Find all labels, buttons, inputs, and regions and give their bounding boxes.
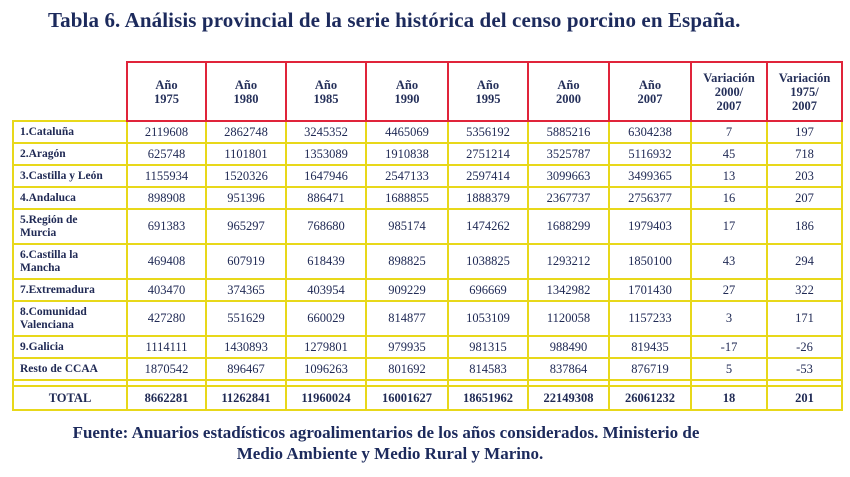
- total-label: TOTAL: [13, 386, 127, 410]
- value-cell: 981315: [448, 336, 528, 358]
- table-row: [13, 187, 842, 209]
- value-cell: 2597414: [448, 165, 528, 187]
- value-cell: 1101801: [206, 143, 286, 165]
- header-row: [13, 62, 842, 121]
- province-cell: 7.Extremadura: [13, 279, 127, 301]
- value-cell: 1293212: [528, 244, 609, 279]
- value-cell: 1279801: [286, 336, 366, 358]
- value-cell: 2862748: [206, 121, 286, 143]
- value-cell: 898825: [366, 244, 448, 279]
- value-cell: 801692: [366, 358, 448, 380]
- source-line-2: Medio Ambiente y Medio Rural y Marino.: [236, 444, 544, 463]
- value-cell: 5116932: [609, 143, 691, 165]
- value-cell: 1888379: [448, 187, 528, 209]
- value-cell: 13: [691, 165, 767, 187]
- table-row: [13, 358, 842, 380]
- value-cell: 1688299: [528, 209, 609, 244]
- value-cell: 965297: [206, 209, 286, 244]
- total-value-cell: 26061232: [609, 386, 691, 410]
- pig-census-table: [12, 61, 843, 411]
- value-cell: -53: [767, 358, 842, 380]
- value-cell: 1979403: [609, 209, 691, 244]
- value-cell: 696669: [448, 279, 528, 301]
- header-cell: Año 2007: [609, 62, 691, 121]
- total-row: [13, 386, 842, 410]
- value-cell: 5356192: [448, 121, 528, 143]
- value-cell: 985174: [366, 209, 448, 244]
- value-cell: 16: [691, 187, 767, 209]
- value-cell: 618439: [286, 244, 366, 279]
- value-cell: 3499365: [609, 165, 691, 187]
- value-cell: 691383: [127, 209, 206, 244]
- value-cell: 2751214: [448, 143, 528, 165]
- value-cell: 1038825: [448, 244, 528, 279]
- value-cell: 1342982: [528, 279, 609, 301]
- value-cell: 819435: [609, 336, 691, 358]
- table-row: [13, 143, 842, 165]
- value-cell: 403470: [127, 279, 206, 301]
- value-cell: 1701430: [609, 279, 691, 301]
- value-cell: 876719: [609, 358, 691, 380]
- value-cell: 898908: [127, 187, 206, 209]
- value-cell: 718: [767, 143, 842, 165]
- table-row: [13, 244, 842, 279]
- value-cell: 1910838: [366, 143, 448, 165]
- province-cell: 5.Región de Murcia: [13, 209, 127, 244]
- value-cell: 1870542: [127, 358, 206, 380]
- value-cell: 2119608: [127, 121, 206, 143]
- total-value-cell: 22149308: [528, 386, 609, 410]
- value-cell: 988490: [528, 336, 609, 358]
- province-cell: 3.Castilla y León: [13, 165, 127, 187]
- value-cell: 551629: [206, 301, 286, 336]
- total-value-cell: 16001627: [366, 386, 448, 410]
- value-cell: 5: [691, 358, 767, 380]
- header-cell: Año 1980: [206, 62, 286, 121]
- header-cell: Año 1995: [448, 62, 528, 121]
- province-cell: 6.Castilla la Mancha: [13, 244, 127, 279]
- value-cell: 837864: [528, 358, 609, 380]
- value-cell: 1520326: [206, 165, 286, 187]
- value-cell: 660029: [286, 301, 366, 336]
- value-cell: 979935: [366, 336, 448, 358]
- header-cell: Año 2000: [528, 62, 609, 121]
- value-cell: 768680: [286, 209, 366, 244]
- value-cell: 3: [691, 301, 767, 336]
- value-cell: 3525787: [528, 143, 609, 165]
- value-cell: 909229: [366, 279, 448, 301]
- value-cell: 322: [767, 279, 842, 301]
- value-cell: 294: [767, 244, 842, 279]
- value-cell: 43: [691, 244, 767, 279]
- value-cell: 886471: [286, 187, 366, 209]
- province-cell: Resto de CCAA: [13, 358, 127, 380]
- value-cell: 5885216: [528, 121, 609, 143]
- value-cell: 1688855: [366, 187, 448, 209]
- value-cell: 374365: [206, 279, 286, 301]
- value-cell: 1114111: [127, 336, 206, 358]
- table-row: [13, 279, 842, 301]
- value-cell: -17: [691, 336, 767, 358]
- value-cell: 3245352: [286, 121, 366, 143]
- header-cell: Año 1975: [127, 62, 206, 121]
- value-cell: 1850100: [609, 244, 691, 279]
- value-cell: 469408: [127, 244, 206, 279]
- header-cell: Variación 1975/ 2007: [767, 62, 842, 121]
- value-cell: 814877: [366, 301, 448, 336]
- header-cell: Año 1985: [286, 62, 366, 121]
- value-cell: 171: [767, 301, 842, 336]
- value-cell: 607919: [206, 244, 286, 279]
- value-cell: 17: [691, 209, 767, 244]
- value-cell: 207: [767, 187, 842, 209]
- value-cell: 1096263: [286, 358, 366, 380]
- province-cell: 9.Galicia: [13, 336, 127, 358]
- value-cell: 896467: [206, 358, 286, 380]
- value-cell: 1120058: [528, 301, 609, 336]
- table-row: [13, 301, 842, 336]
- source-note: [0, 422, 760, 464]
- value-cell: 1155934: [127, 165, 206, 187]
- value-cell: 45: [691, 143, 767, 165]
- header-corner: [13, 62, 127, 121]
- header-cell: Año 1990: [366, 62, 448, 121]
- total-value-cell: 11960024: [286, 386, 366, 410]
- header-cell: Variación 2000/ 2007: [691, 62, 767, 121]
- value-cell: 1353089: [286, 143, 366, 165]
- table-row: [13, 209, 842, 244]
- province-cell: 4.Andaluca: [13, 187, 127, 209]
- value-cell: 2756377: [609, 187, 691, 209]
- value-cell: 4465069: [366, 121, 448, 143]
- value-cell: 27: [691, 279, 767, 301]
- total-value-cell: 8662281: [127, 386, 206, 410]
- value-cell: 1430893: [206, 336, 286, 358]
- province-cell: 2.Aragón: [13, 143, 127, 165]
- total-value-cell: 18: [691, 386, 767, 410]
- total-value-cell: 18651962: [448, 386, 528, 410]
- value-cell: 7: [691, 121, 767, 143]
- value-cell: 1474262: [448, 209, 528, 244]
- value-cell: 1647946: [286, 165, 366, 187]
- value-cell: 951396: [206, 187, 286, 209]
- value-cell: 814583: [448, 358, 528, 380]
- value-cell: 3099663: [528, 165, 609, 187]
- table-row: [13, 165, 842, 187]
- value-cell: 403954: [286, 279, 366, 301]
- value-cell: 186: [767, 209, 842, 244]
- value-cell: 6304238: [609, 121, 691, 143]
- value-cell: 625748: [127, 143, 206, 165]
- total-value-cell: 201: [767, 386, 842, 410]
- value-cell: 427280: [127, 301, 206, 336]
- value-cell: 203: [767, 165, 842, 187]
- value-cell: 2547133: [366, 165, 448, 187]
- province-cell: 8.Comunidad Valenciana: [13, 301, 127, 336]
- table-row: [13, 336, 842, 358]
- table-row: [13, 121, 842, 143]
- value-cell: 1053109: [448, 301, 528, 336]
- value-cell: 1157233: [609, 301, 691, 336]
- value-cell: 2367737: [528, 187, 609, 209]
- table-title: Tabla 6. Análisis provincial de la serie histórica del censo porcino en España.: [48, 8, 741, 32]
- value-cell: 197: [767, 121, 842, 143]
- province-cell: 1.Cataluña: [13, 121, 127, 143]
- source-line-1: Fuente: Anuarios estadísticos agroalimentarios de los años considerados. Ministerio de: [72, 423, 700, 442]
- table-body: [13, 121, 842, 410]
- total-value-cell: 11262841: [206, 386, 286, 410]
- value-cell: -26: [767, 336, 842, 358]
